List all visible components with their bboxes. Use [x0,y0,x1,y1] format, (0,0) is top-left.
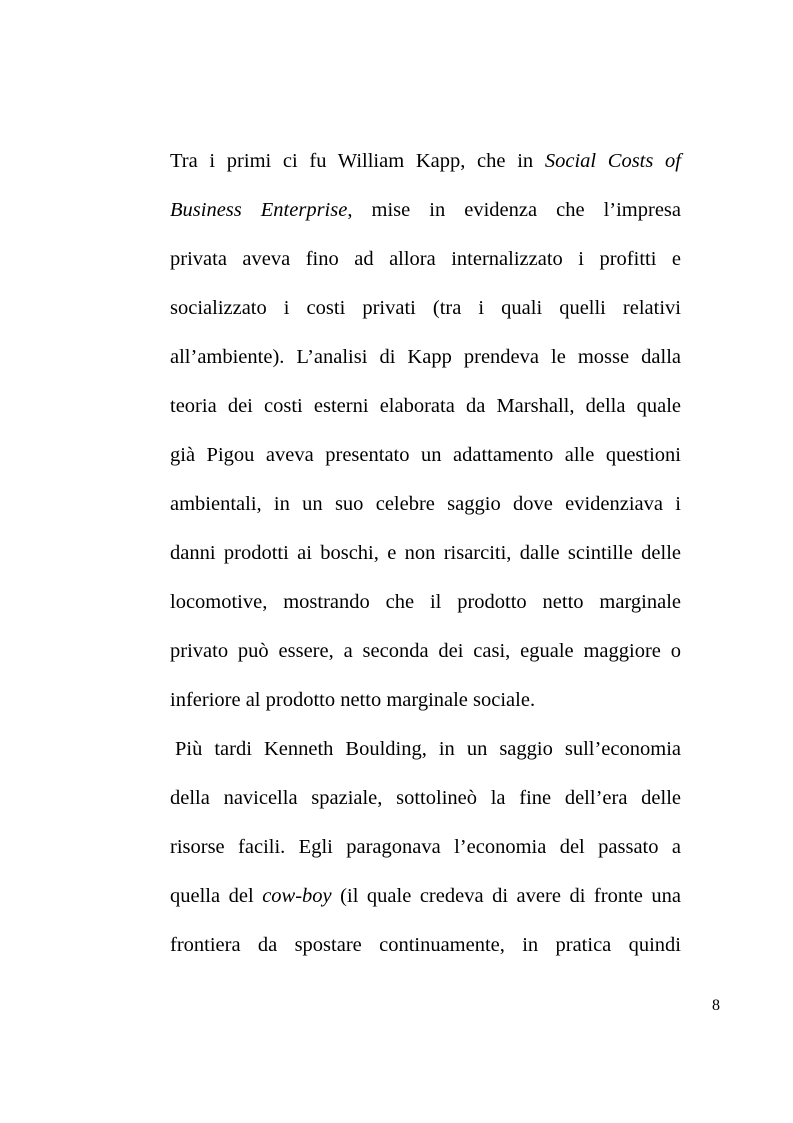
text-line [170,480,681,529]
body-text [170,137,681,970]
text-line [170,235,681,284]
text-line [170,137,681,186]
text-segment: Più tardi Kenneth Boulding, in un saggio sull’economia [175,738,681,760]
text-segment: frontiera da spostare continuamente, in pratica quindi [170,934,681,956]
text-line [170,676,681,725]
text-line [170,774,681,823]
text-segment: teoria dei costi esterni elaborata da Marshall, della quale [170,395,681,417]
text-segment: danni prodotti ai boschi, e non risarciti, dalle scintille delle [170,542,681,564]
italic-text: Business Enterprise [170,199,348,221]
text-segment: locomotive, mostrando che il prodotto netto marginale [170,591,681,613]
text-line [170,921,681,970]
text-line [170,333,681,382]
italic-text: cow-boy [262,885,332,907]
text-line [170,725,681,774]
text-segment: già Pigou aveva presentato un adattamento alle questioni [170,444,681,466]
text-line [170,431,681,480]
text-segment: ambientali, in un suo celebre saggio dove evidenziava i [170,493,681,515]
text-segment: (il quale credeva di avere di fronte una [331,885,681,907]
text-segment: della navicella spaziale, sottolineò la fine dell’era delle [170,787,681,809]
text-line [170,823,681,872]
text-segment: quella del [170,885,263,907]
text-line [170,284,681,333]
text-line [170,578,681,627]
text-segment: Tra i primi ci fu William Kapp, che in [170,150,545,172]
text-line [170,872,681,921]
text-segment: privata aveva fino ad allora internalizzato i profitti e [170,248,681,270]
text-segment: all’ambiente). L’analisi di Kapp prendeva le mosse dalla [170,346,681,368]
text-segment: privato può essere, a seconda dei casi, eguale maggiore o [170,640,681,662]
italic-text: Social Costs of [544,150,681,172]
text-line [170,186,681,235]
text-segment: risorse facili. Egli paragonava l’economia del passato a [170,836,681,858]
page-number: 8 [712,997,720,1014]
paragraph [170,725,681,970]
text-line [170,529,681,578]
paragraph [170,137,681,725]
text-segment: , mise in evidenza che l’impresa [347,199,682,221]
text-line [170,627,681,676]
text-segment: socializzato i costi privati (tra i quali quelli relativi [170,297,681,319]
text-segment: inferiore al prodotto netto marginale sociale. [170,689,536,711]
text-line [170,382,681,431]
